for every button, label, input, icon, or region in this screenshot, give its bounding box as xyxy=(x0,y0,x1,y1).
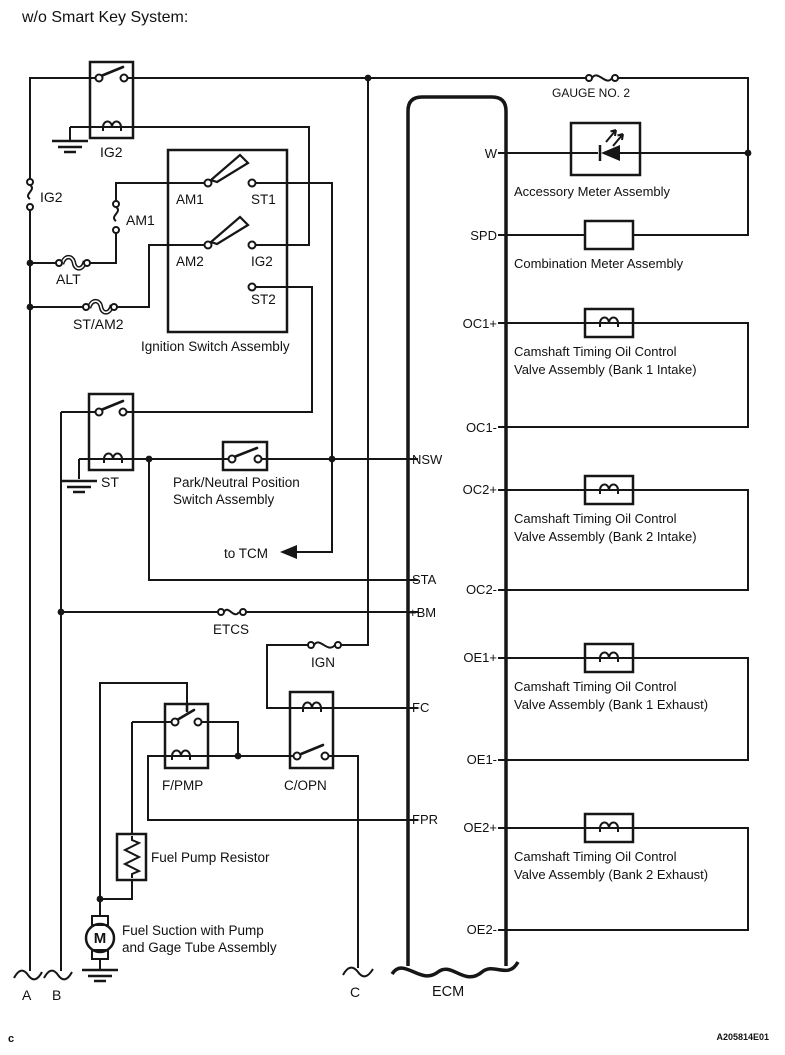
terminal-st1-label: ST1 xyxy=(251,192,276,207)
park-neutral-label-line2: Switch Assembly xyxy=(173,492,275,507)
pin-w-label: W xyxy=(484,146,497,161)
pin-fpr-label: FPR xyxy=(412,812,438,827)
connector-break-symbols xyxy=(14,968,373,980)
terminal-ig2-label: IG2 xyxy=(251,254,273,269)
switch-levers xyxy=(101,67,323,754)
pin-oe2p-label: OE2+ xyxy=(463,820,497,835)
contact-circles xyxy=(96,75,329,760)
am1-key-lever xyxy=(211,155,248,182)
fuel-suction-label-line1: Fuel Suction with Pump xyxy=(122,923,264,938)
to-tcm-arrow xyxy=(280,545,297,559)
pin-fc-label: FC xyxy=(412,700,430,715)
resistor-zigzag-symbol xyxy=(125,836,139,878)
connector-b-label: B xyxy=(52,987,62,1003)
valve-oc2-label-line2: Valve Assembly (Bank 2 Intake) xyxy=(514,529,697,544)
ecm-label: ECM xyxy=(432,984,465,1000)
ign-fc-wires xyxy=(267,78,418,708)
valve-coil-inner-wires xyxy=(585,323,633,828)
accessory-meter-label: Accessory Meter Assembly xyxy=(514,184,671,199)
valve-oe2-label-line1: Camshaft Timing Oil Control xyxy=(514,849,677,864)
ecm-torn-bottom xyxy=(392,962,518,977)
doc-code: A205814E01 xyxy=(716,1032,769,1042)
page-title: w/o Smart Key System: xyxy=(22,9,189,26)
ig2-relay-label: IG2 xyxy=(100,144,123,160)
pin-spd-label: SPD xyxy=(470,228,497,243)
pin-oc2m-label: OC2- xyxy=(465,582,497,597)
valve-oc1-label-line1: Camshaft Timing Oil Control xyxy=(514,344,677,359)
pin-oc1p-label: OC1+ xyxy=(462,316,497,331)
accessory-meter-box xyxy=(571,123,640,175)
led-indicator-symbol xyxy=(571,130,640,161)
ground-symbol-ig2-relay xyxy=(52,141,88,152)
combination-meter-label: Combination Meter Assembly xyxy=(514,256,684,271)
etcs-fuse-label: ETCS xyxy=(213,622,250,637)
pin-oe2m-label: OE2- xyxy=(466,922,497,937)
to-tcm-label: to TCM xyxy=(224,546,269,561)
st-am2-fuse-label: ST/AM2 xyxy=(73,316,124,332)
terminal-st2-label: ST2 xyxy=(251,292,276,307)
valve-oc2-label-line1: Camshaft Timing Oil Control xyxy=(514,511,677,526)
terminal-am1-label: AM1 xyxy=(176,192,204,207)
terminal-am2-label: AM2 xyxy=(176,254,204,269)
fpmp-relay-label: F/PMP xyxy=(162,778,204,793)
pin-oe1p-label: OE1+ xyxy=(463,650,497,665)
fuel-pump-resistor-box xyxy=(117,834,146,880)
am2-key-lever xyxy=(211,217,248,244)
page-note: c xyxy=(8,1033,15,1045)
fuel-suction-label-line2: and Gage Tube Assembly xyxy=(122,940,277,955)
motor-symbol-label: M xyxy=(93,930,107,947)
valve-loop-wires xyxy=(498,323,748,930)
alt-fuse-label: ALT xyxy=(56,271,81,287)
connector-a-label: A xyxy=(22,987,32,1003)
st-relay-label: ST xyxy=(101,474,119,490)
valve-oe1-label-line1: Camshaft Timing Oil Control xyxy=(514,679,677,694)
connector-c-label: C xyxy=(350,984,361,1000)
pin-oc2p-label: OC2+ xyxy=(462,482,497,497)
gauge-no2-fuse-label: GAUGE NO. 2 xyxy=(552,86,631,100)
pin-bm-label: +BM xyxy=(409,605,437,620)
pin-oe1m-label: OE1- xyxy=(466,752,497,767)
pin-nsw-label: NSW xyxy=(412,452,443,467)
am1-fuse-label: AM1 xyxy=(126,212,155,228)
park-neutral-label-line1: Park/Neutral Position xyxy=(173,475,300,490)
pin-oc1m-label: OC1- xyxy=(465,420,497,435)
fuel-pump-resistor-label: Fuel Pump Resistor xyxy=(151,850,270,865)
combination-meter-box xyxy=(585,221,633,249)
ignition-switch-label: Ignition Switch Assembly xyxy=(141,339,290,354)
valve-oe1-label-line2: Valve Assembly (Bank 1 Exhaust) xyxy=(514,697,709,712)
valve-oe2-label-line2: Valve Assembly (Bank 2 Exhaust) xyxy=(514,867,709,882)
valve-oc1-label-line2: Valve Assembly (Bank 1 Intake) xyxy=(514,362,697,377)
ground-symbol-st-relay xyxy=(61,481,97,492)
ig2-fuse-label: IG2 xyxy=(40,189,63,205)
ign-fuse-label: IGN xyxy=(311,655,336,670)
pin-sta-label: STA xyxy=(412,572,437,587)
ground-symbol-fuel-pump xyxy=(82,970,118,981)
copn-relay-label: C/OPN xyxy=(284,778,327,793)
